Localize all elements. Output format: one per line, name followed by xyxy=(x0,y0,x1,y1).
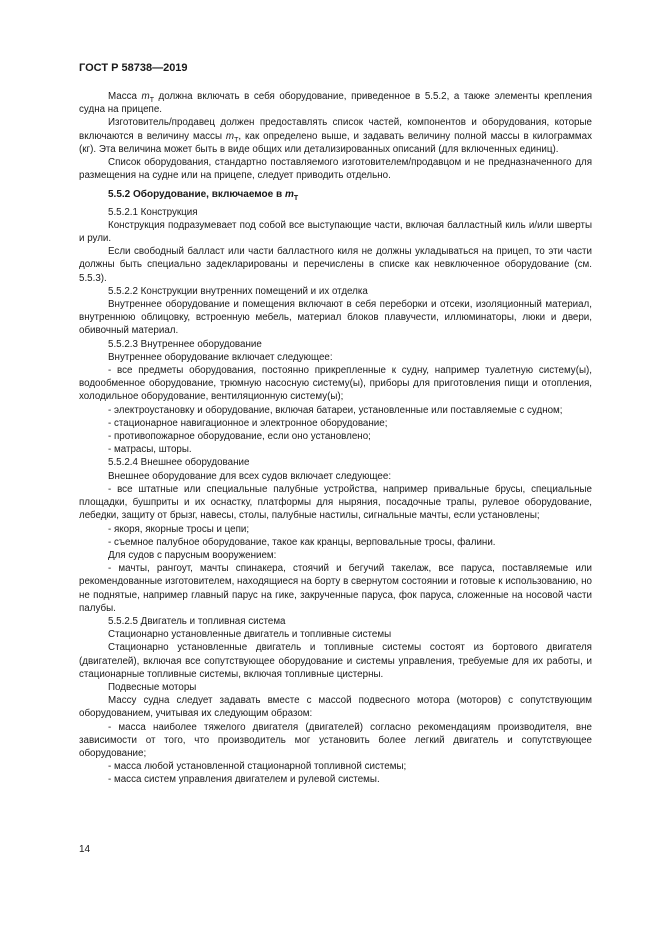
paragraph: - все штатные или специальные палубные устройства, например привальные брусы, специальные площадки, бушприты и их оснастку, платформы для ныряния, посадочные трапы, рулевое оборудование, лебедки, защиту от брызг, навесы, столы, палубные настилы, сигнальные мачты, если установлены; xyxy=(79,483,592,522)
paragraph: - мачты, рангоут, мачты спинакера, стоячий и бегучий такелаж, все паруса, поставляемые или рекомендованные изготовителем, находящиеся на борту в свернутом состоянии и готовые к использованию, но не поднятые, например главный парус на гике, закрученные паруса, фок паруса, сложенные на носовой части палубы. xyxy=(79,563,592,614)
subsection-title: 5.5.2.2 Конструкции внутренних помещений и их отделка xyxy=(108,285,368,297)
paragraph: - все предметы оборудования, постоянно прикрепленные к судну, например туалетную систему(ы), водообменное оборудование, трюмную насосную систему(ы), приборы для приготовления пищи и отопления, холодильное оборудование, вентиляционную систему(ы); xyxy=(79,365,592,403)
paragraph: Конструкция подразумевает под собой все выступающие части, включая балластный киль и/или шверты и рули. xyxy=(79,219,592,245)
page-number: 14 xyxy=(79,844,91,855)
paragraph: - электроустановку и оборудование, включая батареи, установленные или поставляемые с судном; xyxy=(108,404,563,416)
subsection-title: Подвесные моторы xyxy=(108,681,197,693)
paragraph: Масса $m_T$ должна включать в себя оборудование, приведенное в 5.5.2, а также элементы крепления судна на прицепе. xyxy=(79,91,593,116)
paragraph: Внутреннее оборудование и помещения включают в себя переборки и отсеки, изоляционный материал, внутреннюю облицовку, встроенную мебель, материал блоков плавучести, иллюминаторы, люки и двери, обивочный материал. xyxy=(79,299,592,337)
paragraph: Список оборудования, стандартно поставляемого изготовителем/продавцом и не предназначенного для размещения на судне или на прицепе, следует приводить отдельно. xyxy=(79,157,592,182)
paragraph: Если свободный балласт или части балластного киля не должны укладываться на прицеп, то эти части должны быть специально задекларированы и перечислены в списке как невключенное оборудование (см. 5.5.3). xyxy=(79,246,592,284)
mass-symbol: $m_T$ xyxy=(284,189,299,203)
paragraph: Внешнее оборудование для всех судов включает следующее: xyxy=(108,470,392,482)
subsection-title: Стационарно установленные двигатель и топливные системы xyxy=(108,629,392,641)
paragraph: Внутреннее оборудование включает следующее: xyxy=(108,351,333,363)
mass-symbol: $m_T$ xyxy=(225,130,239,144)
paragraph: Стационарно установленные двигатель и топливные системы состоят из бортового двигателя (двигателей), включая все сопутствующее оборудование и системы управления, требуемые для их работы, и стационарные топливные системы, включая топливные цистерны. xyxy=(79,642,592,680)
subsection-title: 5.5.2.1 Конструкция xyxy=(108,206,198,218)
section-heading: 5.5.2 Оборудование, включаемое в $m_T$ xyxy=(108,189,299,203)
document-header: ГОСТ Р 58738—2019 xyxy=(79,62,188,74)
subsection-title: 5.5.2.4 Внешнее оборудование xyxy=(108,457,250,469)
paragraph: Изготовитель/продавец должен предоставлять список частей, компонентов и оборудования, которые включаются в величину массы $m_T$, как определено выше, и задавать величину полной массы в килограммах (кг). Эта величина может быть в виде общих или детализированных описаний (для включенных единиц). xyxy=(79,117,592,155)
paragraph: - масса систем управления двигателем и рулевой системы. xyxy=(108,774,380,786)
paragraph: - масса наиболее тяжелого двигателя (двигателей) согласно рекомендациям производителя, вне зависимости от того, что производитель мог установить более легкий двигатель и сопутствующее оборудование; xyxy=(79,721,592,759)
paragraph: - матрасы, шторы. xyxy=(108,444,192,456)
paragraph: - противопожарное оборудование, если оно установлено; xyxy=(108,431,371,443)
paragraph: Массу судна следует задавать вместе с массой подвесного мотора (моторов) с сопутствующим оборудованием, учитывая их следующим образом: xyxy=(79,695,592,720)
subsection-title: 5.5.2.5 Двигатель и топливная система xyxy=(108,615,286,627)
paragraph: - масса любой установленной стационарной топливной системы; xyxy=(108,761,407,773)
paragraph: - якоря, якорные тросы и цепи; xyxy=(108,523,250,535)
paragraph: - стационарное навигационное и электронное оборудование; xyxy=(108,417,388,429)
subsection-title: 5.5.2.3 Внутреннее оборудование xyxy=(108,338,262,350)
document-body xyxy=(79,90,592,787)
mass-symbol: $m_T$ xyxy=(141,91,154,104)
paragraph: - съемное палубное оборудование, такое как кранцы, верповальные тросы, фалини. xyxy=(108,536,496,548)
paragraph: Для судов с парусным вооружением: xyxy=(108,549,277,561)
